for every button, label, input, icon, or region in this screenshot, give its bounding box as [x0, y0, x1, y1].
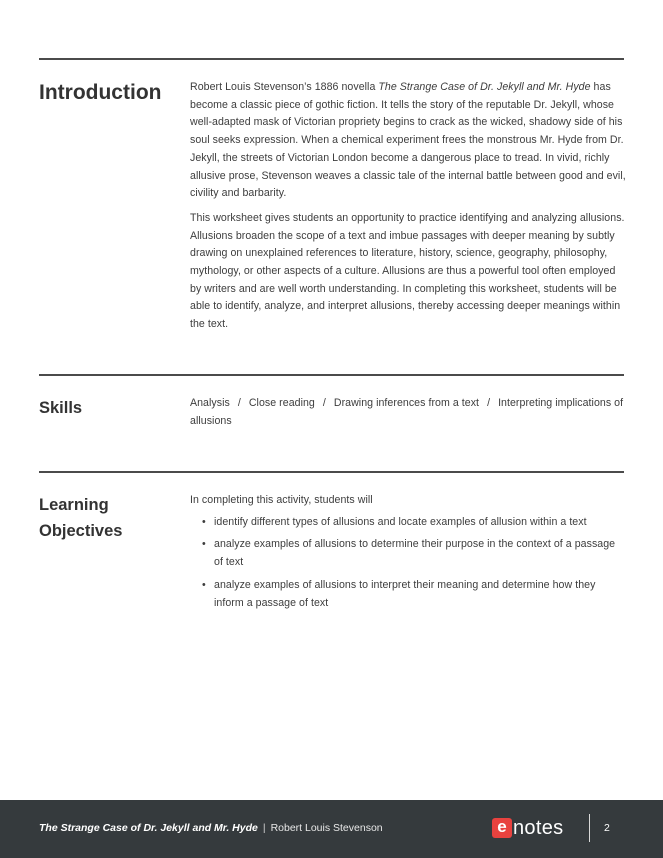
objectives-heading: [39, 492, 122, 544]
skill-separator: /: [237, 397, 241, 409]
skills-heading: Skills: [39, 399, 83, 417]
objectives-body: [190, 492, 626, 617]
page-number: 2: [604, 822, 610, 834]
enotes-logo[interactable]: [492, 816, 563, 840]
objectives-intro: In completing this activity, students will: [190, 494, 373, 506]
objective-text: identify different types of allusions and locate examples of allusion within a text: [214, 515, 587, 528]
objective-item: [190, 577, 626, 612]
intro-text-rest: has become a classic piece of gothic fiction. It tells the story of the reputable Dr. Jekyll, whose well-adapted mask of Victorian propriety begins to crack as the wicked, shadowy side of his soul seeks expression. When a chemical experiment frees the monstrous Mr. Hyde from Dr. Jekyll, the streets of Victorian London become a dangerous place to tread. In vivid, richly allusive prose, Stevenson weaves a classic tale of the internal battle between good and evil, civility and barbarity.: [190, 81, 626, 200]
skill-item: Drawing inferences from a text: [333, 397, 480, 409]
objectives-divider: [39, 471, 624, 473]
introduction-body: [190, 79, 626, 341]
footer-divider: [589, 814, 590, 842]
objective-text: analyze examples of allusions to determine their purpose in the context of a passage of text: [214, 538, 616, 569]
skill-separator: /: [322, 397, 326, 409]
enotes-logo-e-icon: e: [492, 818, 512, 838]
introduction-paragraph-1: [190, 79, 626, 203]
bullet-icon: •: [202, 538, 206, 551]
footer-citation: [39, 822, 383, 834]
skill-item: Close reading: [248, 397, 315, 409]
footer-author: Robert Louis Stevenson: [270, 822, 383, 834]
skill-item: Interpreting implications of allusions: [190, 397, 624, 427]
objective-item: [190, 536, 626, 571]
objective-text: analyze examples of allusions to interpret their meaning and determine how they inform a passage of text: [214, 578, 596, 609]
objectives-list: [190, 514, 626, 613]
skills-list: [190, 395, 626, 430]
objective-item: [190, 514, 626, 532]
skill-separator: /: [487, 397, 491, 409]
bullet-icon: •: [202, 578, 206, 591]
introduction-heading: Introduction: [39, 81, 162, 104]
intro-text-start: Robert Louis Stevenson’s 1886 novella: [190, 81, 379, 93]
bullet-icon: •: [202, 515, 206, 528]
introduction-paragraph-2: This worksheet gives students an opportunity to practice identifying and analyzing allusions. Allusions broaden the scope of a text and imbue passages with deeper meaning by subtly drawing on unexplained references to literature, history, science, geography, philosophy, mythology, or other aspects of a culture. Allusions are thus a powerful tool often employed by writers and are well worth understanding. In completing this worksheet, students will be able to identify, analyze, and interpret allusions, thereby accessing deeper meanings within the text.: [190, 211, 625, 331]
skills-divider: [39, 374, 624, 376]
objectives-heading-line-1: Learning: [39, 496, 109, 514]
enotes-logo-text: notes: [513, 817, 564, 839]
skill-item: Analysis: [190, 397, 230, 409]
footer-pipe: |: [262, 822, 266, 834]
novel-title: The Strange Case of Dr. Jekyll and Mr. Hyde: [378, 81, 591, 93]
page-footer: [0, 800, 663, 858]
top-divider: [39, 58, 624, 60]
objectives-heading-line-2: Objectives: [39, 522, 123, 540]
footer-book-title: The Strange Case of Dr. Jekyll and Mr. Hyde: [39, 822, 258, 834]
